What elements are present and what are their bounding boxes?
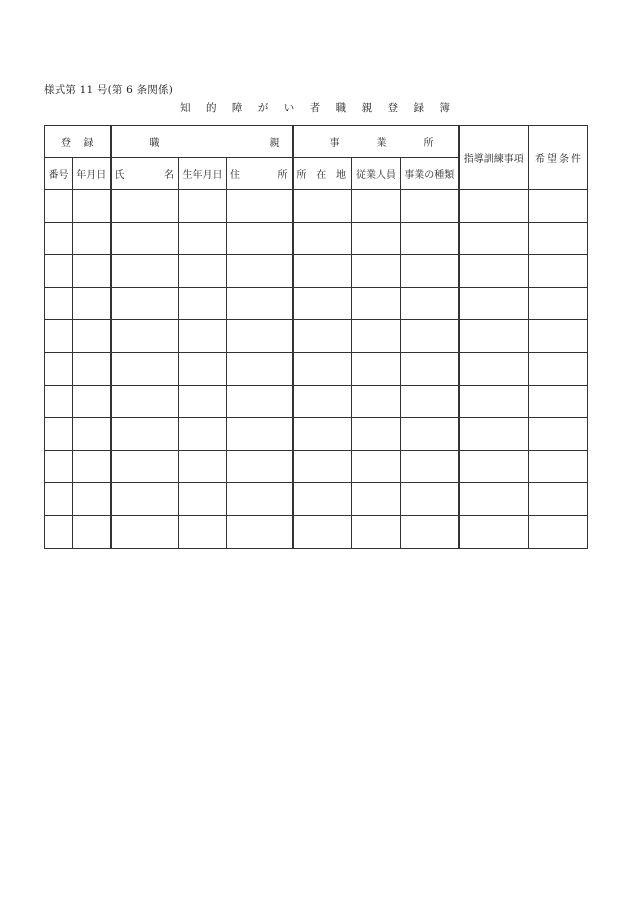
table-cell [45, 418, 73, 451]
table-cell [179, 352, 227, 385]
table-cell [459, 190, 529, 223]
table-cell [179, 515, 227, 548]
table-cell [73, 255, 111, 288]
table-cell [459, 352, 529, 385]
table-cell [459, 450, 529, 483]
table-cell [179, 190, 227, 223]
table-cell [111, 287, 179, 320]
table-cell [352, 190, 401, 223]
table-cell [73, 190, 111, 223]
table-cell [352, 222, 401, 255]
header-location: 所 在 地 [293, 158, 352, 190]
form-title [180, 100, 450, 115]
table-cell [459, 287, 529, 320]
table-cell [293, 515, 352, 548]
table-cell [293, 352, 352, 385]
header-business-type: 事業の種類 [401, 158, 459, 190]
group-header-foster-parent: 職 親 [111, 126, 293, 158]
group-header-establishment: 事 業 所 [293, 126, 459, 158]
table-cell [45, 255, 73, 288]
table-cell [227, 385, 293, 418]
header-date: 年月日 [73, 158, 111, 190]
table-cell [352, 255, 401, 288]
table-cell [293, 320, 352, 353]
table-cell [401, 352, 459, 385]
table-cell [352, 450, 401, 483]
group-header-registration: 登 録 [45, 126, 111, 158]
header-row-groups [45, 126, 588, 158]
table-cell [73, 320, 111, 353]
header-number: 番号 [45, 158, 73, 190]
table-row [45, 287, 588, 320]
table-cell [401, 190, 459, 223]
table-cell [227, 483, 293, 516]
table-row [45, 450, 588, 483]
table-cell [401, 385, 459, 418]
table-cell [293, 385, 352, 418]
table-cell [227, 222, 293, 255]
title-char: が [257, 102, 269, 114]
header-birthdate: 生年月日 [179, 158, 227, 190]
table-cell [352, 385, 401, 418]
table-cell [45, 385, 73, 418]
title-char: 障 [231, 102, 243, 114]
table-cell [352, 418, 401, 451]
table-cell [529, 287, 588, 320]
table-cell [45, 190, 73, 223]
table-cell [227, 450, 293, 483]
table-row [45, 483, 588, 516]
table-cell [111, 320, 179, 353]
table-cell [459, 320, 529, 353]
table-cell [73, 515, 111, 548]
table-cell [459, 515, 529, 548]
table-cell [352, 483, 401, 516]
table-cell [179, 255, 227, 288]
table-row [45, 222, 588, 255]
table-cell [352, 320, 401, 353]
table-cell [73, 450, 111, 483]
title-char: 者 [309, 102, 321, 114]
table-cell [45, 287, 73, 320]
table-cell [45, 515, 73, 548]
table-cell [293, 190, 352, 223]
table-cell [227, 190, 293, 223]
title-char: 録 [413, 102, 424, 114]
table-cell [111, 222, 179, 255]
title-char: 的 [205, 102, 217, 114]
table-cell [179, 287, 227, 320]
table-cell [293, 483, 352, 516]
title-char: 登 [387, 102, 398, 114]
table-cell [401, 255, 459, 288]
table-cell [73, 385, 111, 418]
header-name: 氏 名 [111, 158, 179, 190]
table-cell [227, 255, 293, 288]
header-wishes: 希 望 条 件 [529, 126, 588, 190]
table-cell [227, 320, 293, 353]
table-cell [111, 450, 179, 483]
table-cell [73, 287, 111, 320]
table-row [45, 515, 588, 548]
table-cell [179, 483, 227, 516]
form-number-label: 様式第 11 号(第 6 条関係) [44, 84, 173, 96]
table-cell [179, 222, 227, 255]
table-cell [352, 515, 401, 548]
table-cell [45, 483, 73, 516]
table-cell [529, 515, 588, 548]
table-cell [111, 255, 179, 288]
table-cell [459, 385, 529, 418]
table-cell [529, 418, 588, 451]
table-row [45, 320, 588, 353]
table-cell [111, 352, 179, 385]
table-cell [111, 385, 179, 418]
header-guidance: 指導訓練事項 [459, 126, 529, 190]
table-cell [227, 287, 293, 320]
table-cell [45, 450, 73, 483]
table-cell [227, 515, 293, 548]
table-cell [293, 255, 352, 288]
table-cell [293, 418, 352, 451]
table-cell [401, 320, 459, 353]
table-row [45, 418, 588, 451]
table-row [45, 190, 588, 223]
title-char: 知 [180, 102, 191, 114]
table-row [45, 385, 588, 418]
table-row [45, 255, 588, 288]
table-cell [111, 418, 179, 451]
table-cell [45, 222, 73, 255]
table-cell [401, 483, 459, 516]
table-cell [459, 483, 529, 516]
table-cell [529, 385, 588, 418]
table-cell [179, 385, 227, 418]
table-cell [293, 222, 352, 255]
table-cell [293, 450, 352, 483]
table-cell [529, 352, 588, 385]
table-cell [401, 515, 459, 548]
header-employees: 従業人員 [352, 158, 401, 190]
table-cell [45, 320, 73, 353]
title-char: 簿 [439, 102, 450, 114]
header-address: 住 所 [227, 158, 293, 190]
table-cell [459, 222, 529, 255]
table-cell [73, 222, 111, 255]
table-cell [401, 287, 459, 320]
table-cell [529, 255, 588, 288]
table-cell [529, 190, 588, 223]
table-cell [73, 483, 111, 516]
table-cell [352, 287, 401, 320]
table-cell [401, 450, 459, 483]
title-char: 職 [335, 102, 347, 114]
table-cell [401, 222, 459, 255]
table-row [45, 352, 588, 385]
table-cell [293, 287, 352, 320]
table-cell [529, 222, 588, 255]
table-cell [111, 190, 179, 223]
table-cell [352, 352, 401, 385]
table-cell [73, 418, 111, 451]
table-cell [179, 320, 227, 353]
register-table [44, 125, 588, 549]
title-char: 親 [361, 102, 373, 114]
table-cell [45, 352, 73, 385]
table-cell [179, 418, 227, 451]
table-cell [529, 320, 588, 353]
table-cell [459, 255, 529, 288]
table-cell [227, 418, 293, 451]
table-cell [73, 352, 111, 385]
table-cell [179, 450, 227, 483]
table-cell [401, 418, 459, 451]
table-cell [227, 352, 293, 385]
table-cell [111, 515, 179, 548]
table-cell [529, 483, 588, 516]
title-char: い [283, 102, 295, 114]
table-cell [111, 483, 179, 516]
table-cell [459, 418, 529, 451]
table-cell [529, 450, 588, 483]
